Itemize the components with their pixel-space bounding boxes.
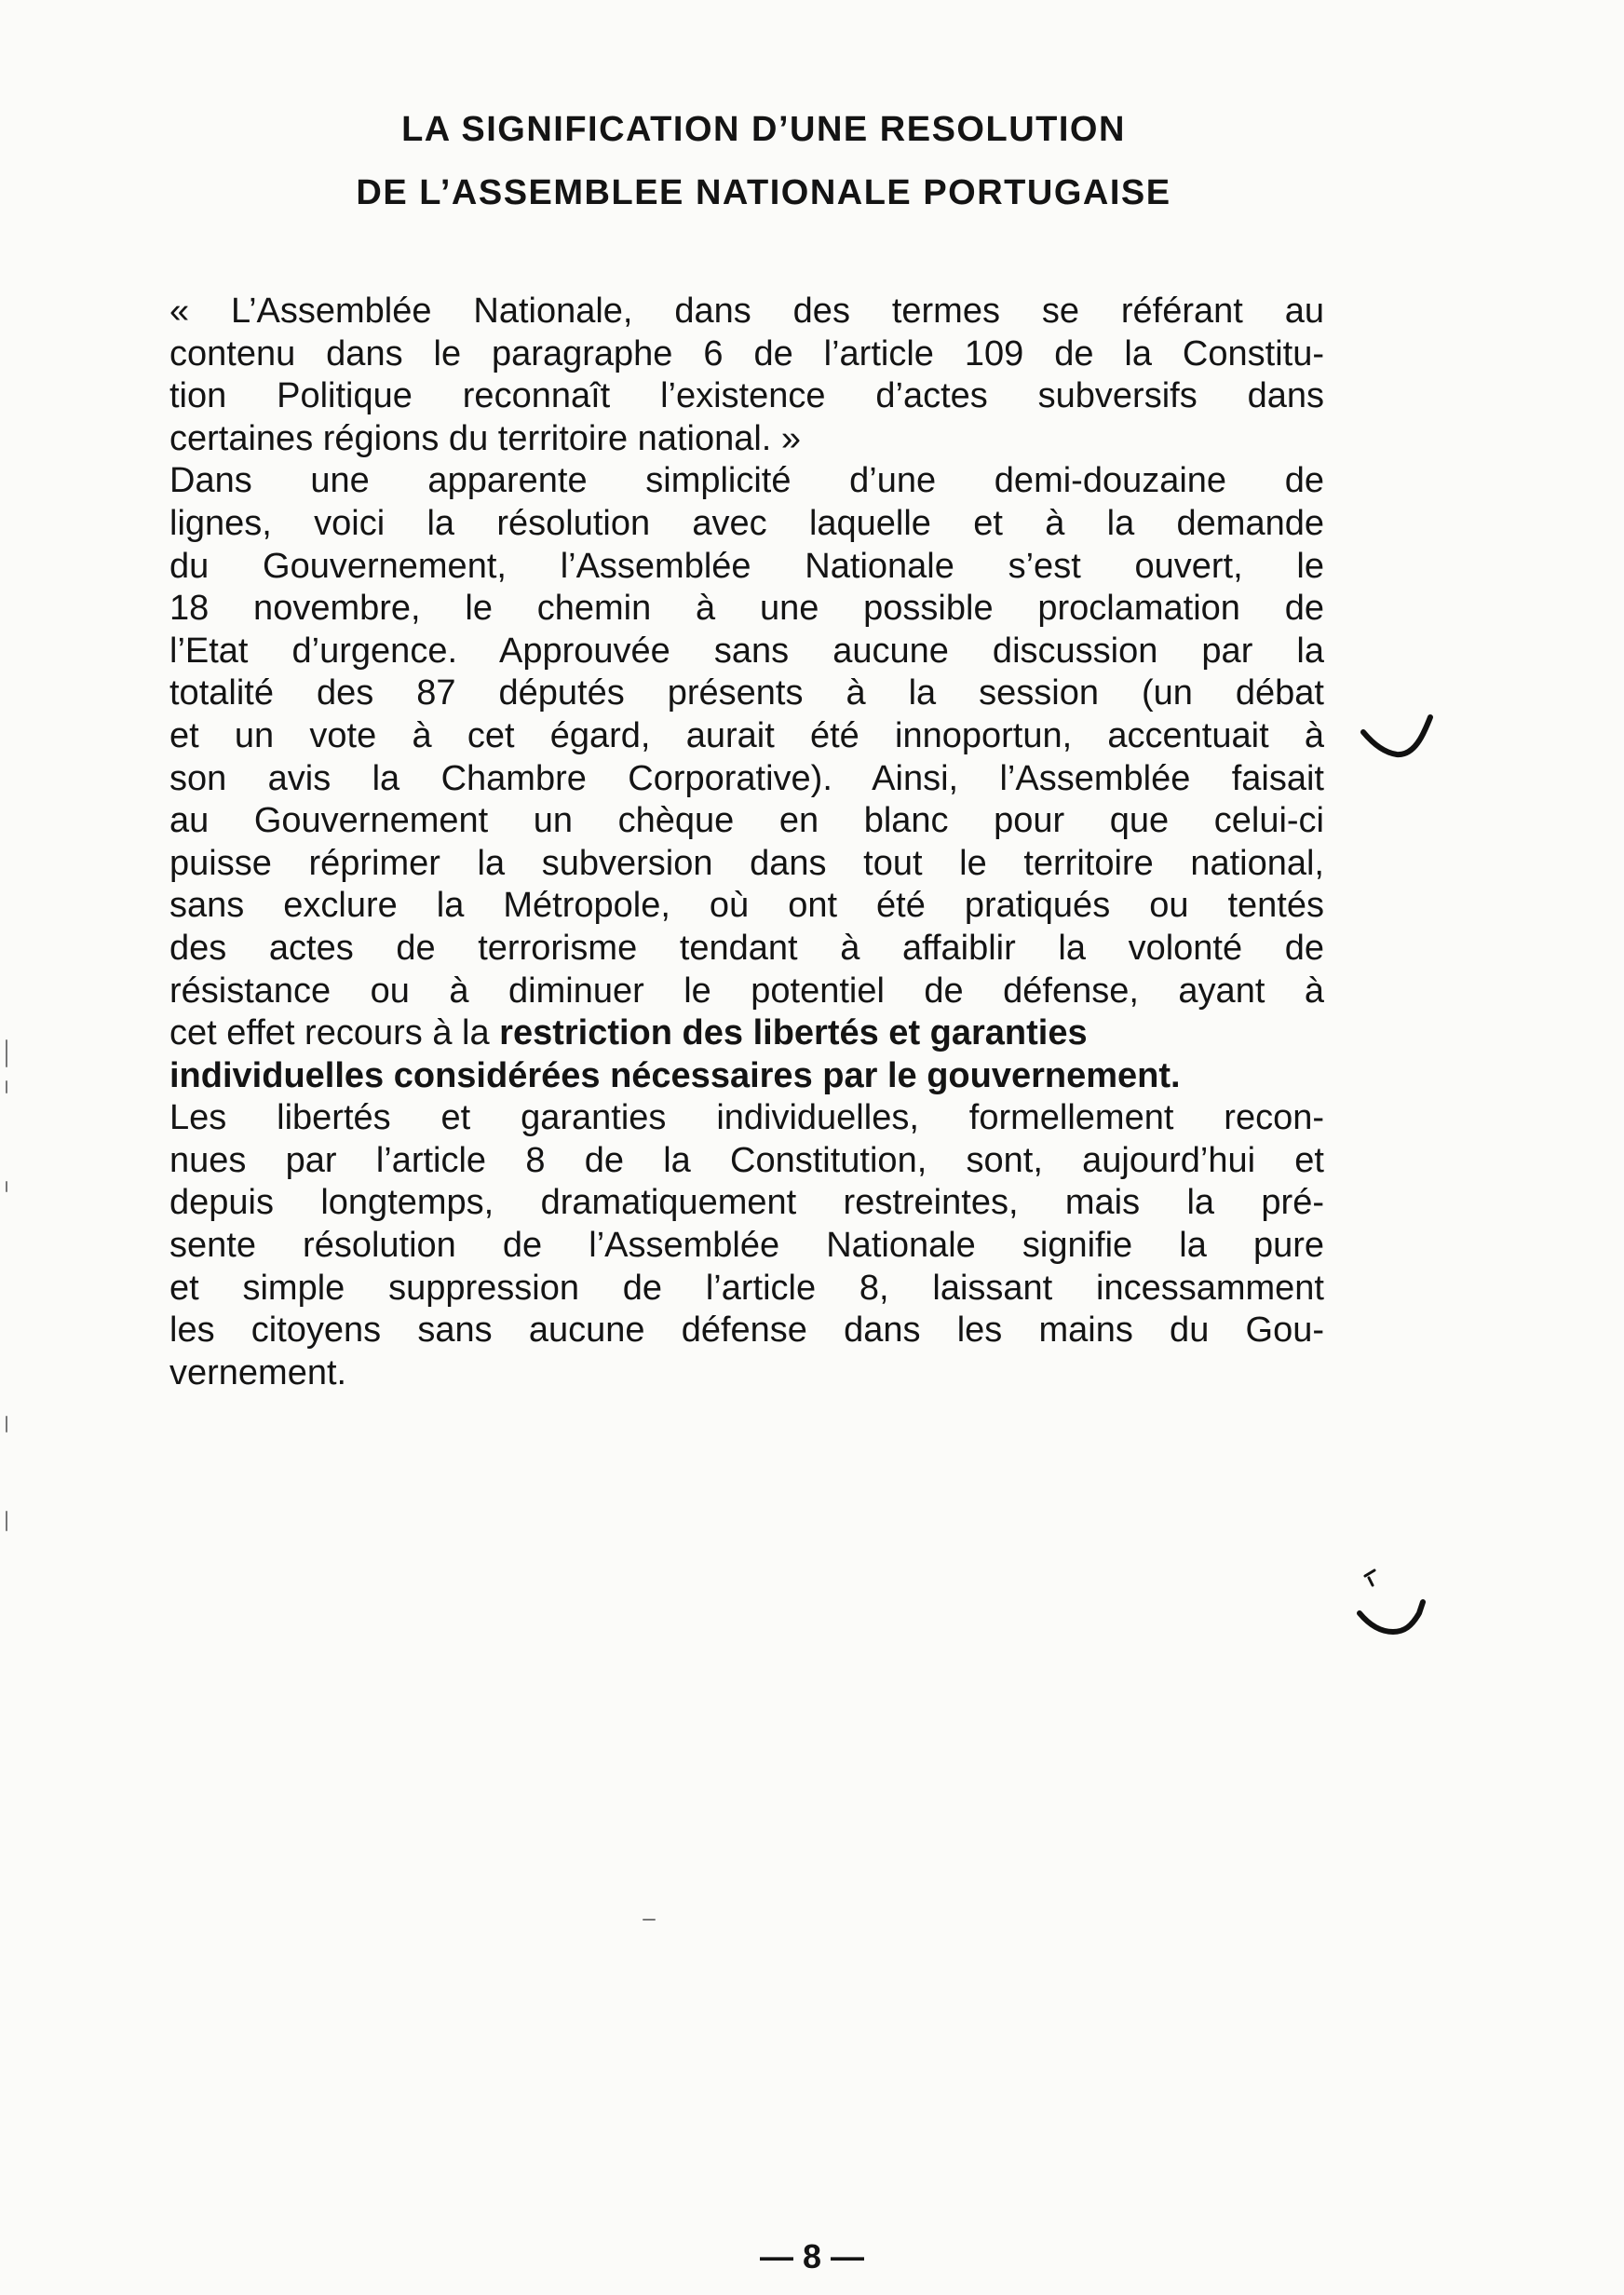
check-mark-icon [1352,1565,1436,1649]
body-line: et un vote à cet égard, aurait été innoportun, accentuait à [169,715,1324,755]
bold-line-text: individuelles considérées nécessaires par le gouvernement. [169,1055,1181,1095]
scan-speck [6,1416,7,1433]
closing-line: et simple suppression de l’article 8, laissant incessamment [169,1268,1324,1308]
scan-speck [643,1919,656,1921]
bold-emphasis-line [169,1055,1324,1098]
quote-line: tion Politique reconnaît l’existence d’actes subversifs dans [169,376,1324,416]
page-number: — 8 — [759,2237,865,2275]
check-mark-icon [1360,708,1434,764]
heading-line-1: LA SIGNIFICATION D’UNE RESOLUTION [401,110,1126,149]
body-line: résistance ou à diminuer le potentiel de défense, ayant à [169,971,1324,1011]
quote-line: « L’Assemblée Nationale, dans des termes se référant au [169,292,1324,331]
closing-line: Les libertés et garanties individuelles, formellement recon- [169,1098,1324,1138]
closing-line: les citoyens sans aucune défense dans les mains du Gou- [169,1310,1324,1351]
body-line: des actes de terrorisme tendant à affaiblir la volonté de [169,928,1324,968]
body-line: puisse réprimer la subversion dans tout le territoire national, [169,843,1324,883]
body-line: l’Etat d’urgence. Approuvée sans aucune discussion par la [169,631,1324,671]
body-line: sans exclure la Métropole, où ont été pratiqués ou tentés [169,886,1324,926]
closing-line: sente résolution de l’Assemblée Nationale signifie la pure [169,1226,1324,1266]
scan-speck [6,1181,7,1192]
body-line: Dans une apparente simplicité d’une demi-douzaine de [169,461,1324,501]
closing-line: depuis longtemps, dramatiquement restreintes, mais la pré- [169,1183,1324,1223]
body-line: son avis la Chambre Corporative). Ainsi, l’Assemblée faisait [169,758,1324,798]
closing-line: nues par l’article 8 de la Constitution, sont, aujourd’hui et [169,1140,1324,1180]
body-line: totalité des 87 députés présents à la session (un débat [169,673,1324,713]
scan-speck [6,1039,7,1067]
body-line: 18 novembre, le chemin à une possible proclamation de [169,589,1324,629]
quote-line: contenu dans le paragraphe 6 de l’article 109 de la Constitu- [169,333,1324,373]
body-line: du Gouvernement, l’Assemblée Nationale s’est ouvert, le [169,546,1324,586]
quote-line: certaines régions du territoire national. » [169,418,802,458]
scan-speck [6,1511,7,1531]
mixed-line-normal: cet effet recours à la [169,1013,500,1053]
scan-speck [6,1080,7,1093]
article-body [169,291,1324,1394]
heading-line-2: DE L’ASSEMBLEE NATIONALE PORTUGAISE [356,173,1171,212]
mixed-emphasis-line [169,1012,1324,1055]
closing-line: vernement. [169,1352,347,1392]
mixed-line-bold: restriction des libertés et garanties [499,1013,1088,1053]
body-line: lignes, voici la résolution avec laquelle et à la demande [169,503,1324,543]
body-line: au Gouvernement un chèque en blanc pour que celui-ci [169,801,1324,841]
